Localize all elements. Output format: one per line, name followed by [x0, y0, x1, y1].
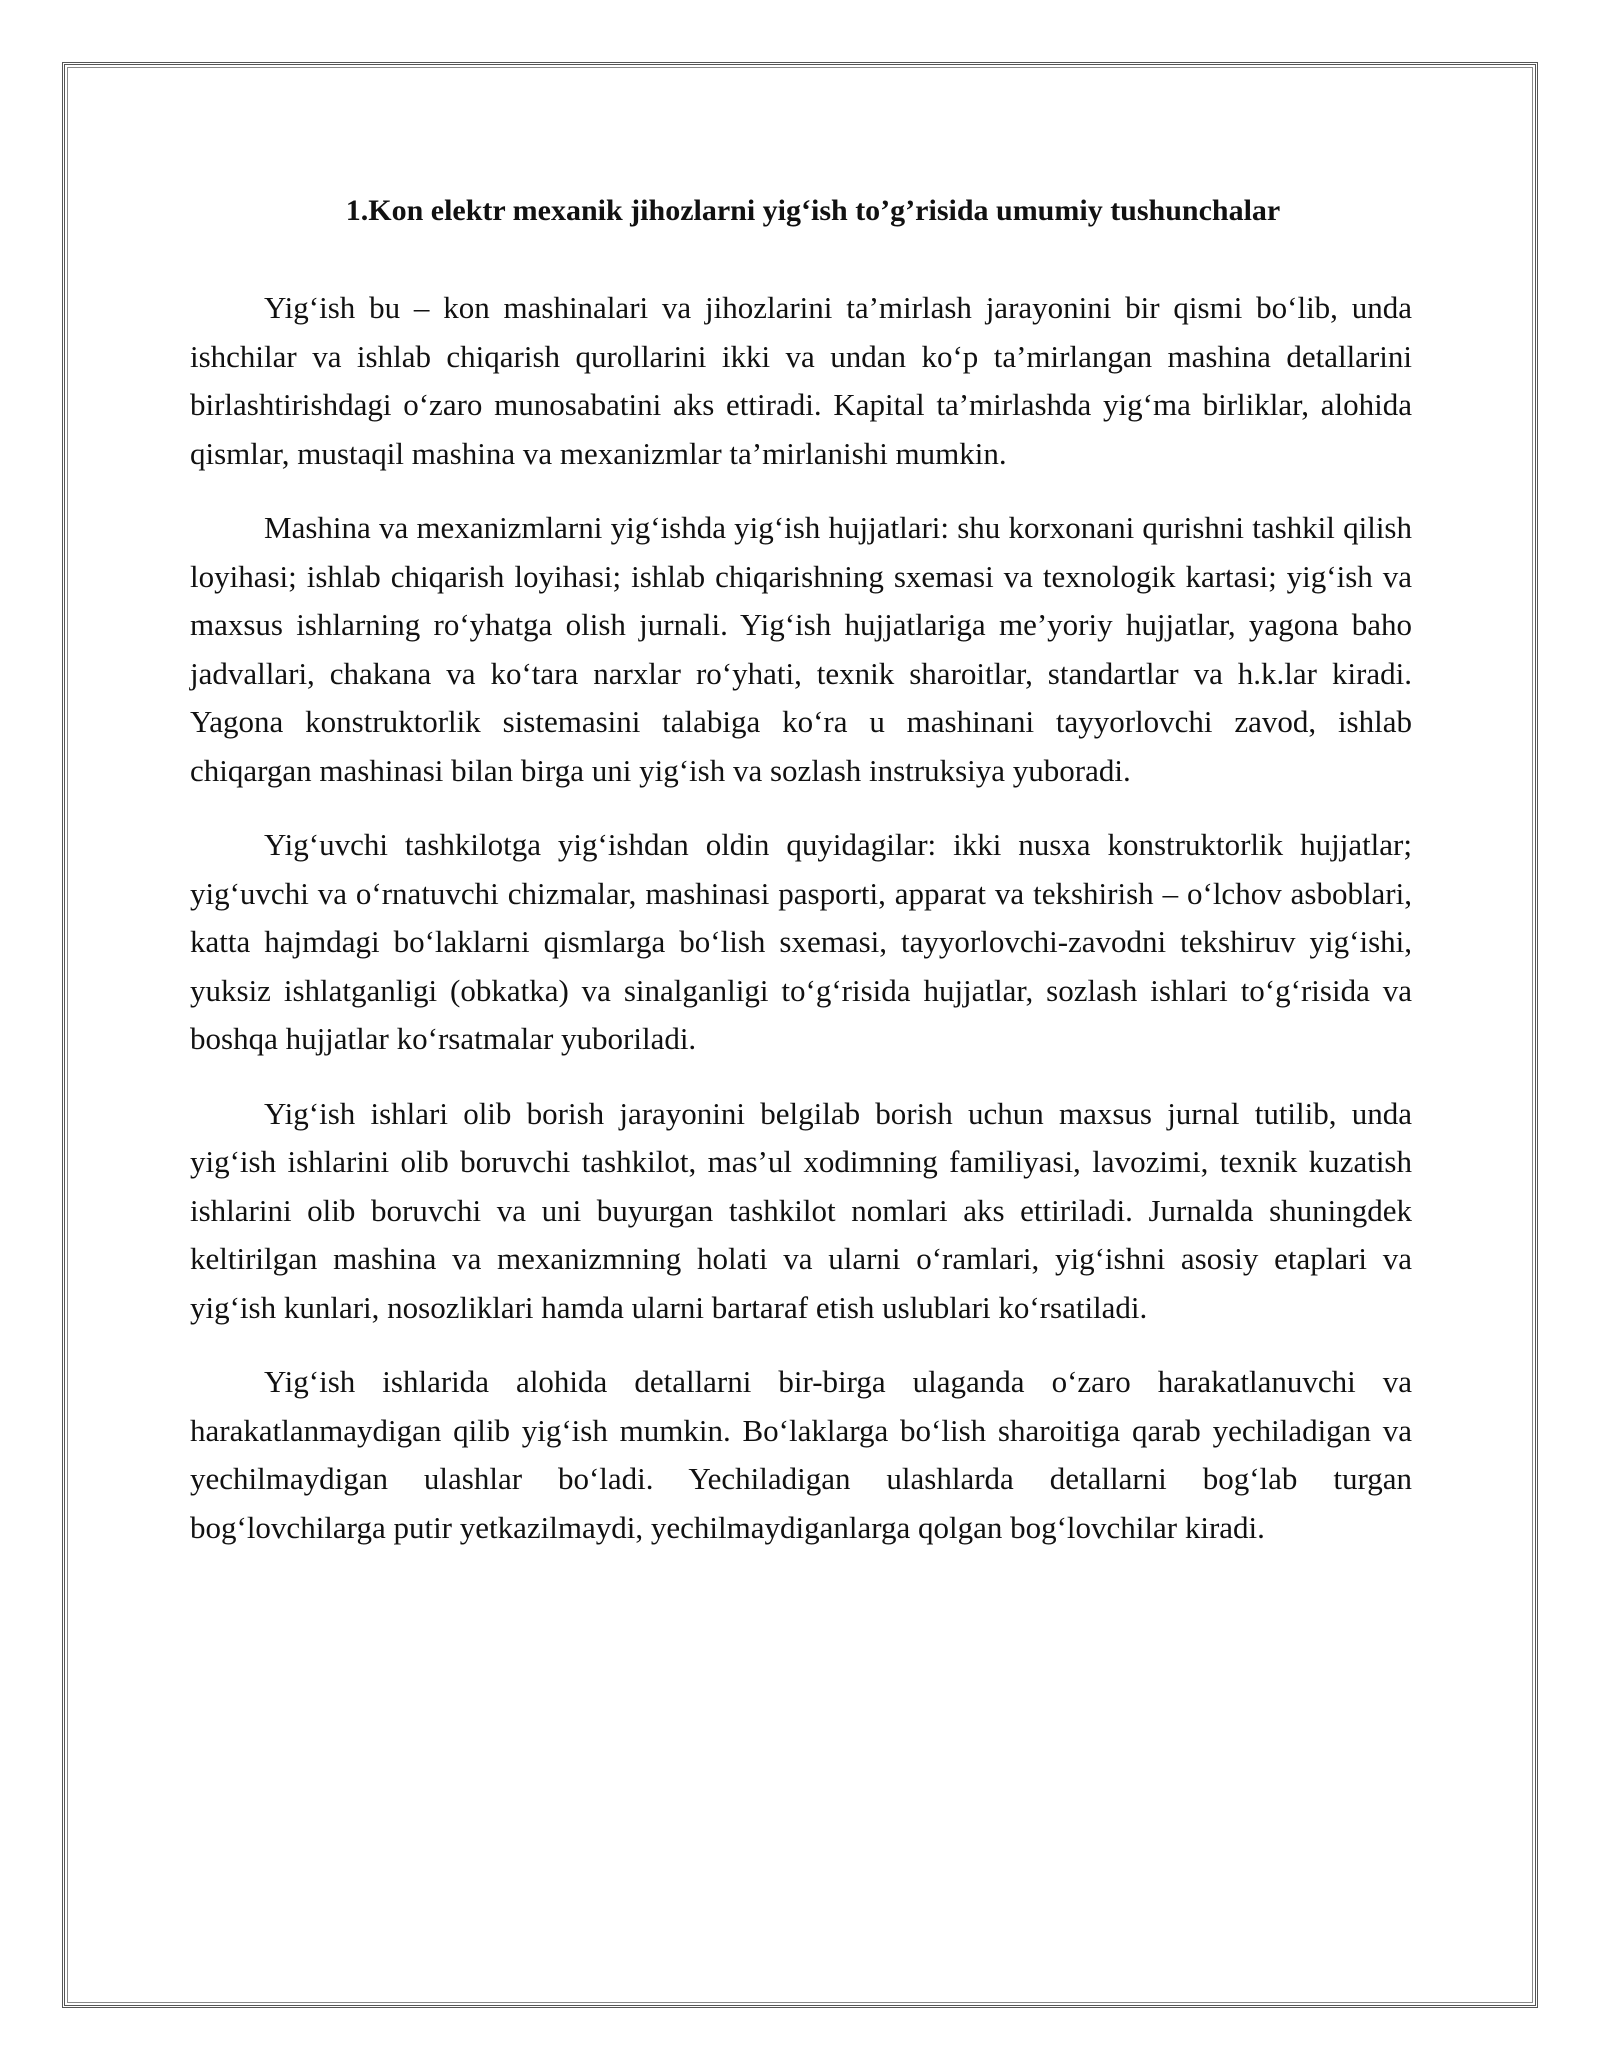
- paragraph-1: Yig‘ish bu – kon mashinalari va jihozlarini ta’mirlash jarayonini bir qismi bo‘lib, unda ishchilar va ishlab chiqarish qurollarini ikki va undan ko‘p ta’mirlangan mashina detallarini birlashtirishdagi o‘zaro munosabatini aks ettiradi. Kapital ta’mirlashda yig‘ma birliklar, alohida qismlar, mustaqil mashina va mexanizmlar ta’mirlanishi mumkin.: [190, 290, 1412, 471]
- paragraph-4: Yig‘ish ishlari olib borish jarayonini belgilab borish uchun maxsus jurnal tutilib, unda yig‘ish ishlarini olib boruvchi tashkilot, mas’ul xodimning familiyasi, lavozimi, texnik kuzatish ishlarini olib boruvchi va uni buyurgan tashkilot nomlari aks ettiriladi. Jurnalda shuningdek keltirilgan mashina va mexanizmning holati va ularni o‘ramlari, yig‘ishni asosiy etaplari va yig‘ish kunlari, nosozliklari hamda ularni bartaraf etish uslublari ko‘rsatiladi.: [190, 1095, 1412, 1325]
- paragraph-5: Yig‘ish ishlarida alohida detallarni bir-birga ulaganda o‘zaro harakatlanuvchi va harakatlanmaydigan qilib yig‘ish mumkin. Bo‘laklarga bo‘lish sharoitiga qarab yechiladigan va yechilmaydigan ulashlar bo‘ladi. Yechiladigan ulashlarda detallarni bog‘lab turgan bog‘lovchilarga putir yetkazilmaydi, yechilmaydiganlarga qolgan bog‘lovchilar kiradi.: [190, 1364, 1412, 1545]
- paragraph-2: Mashina va mexanizmlarni yig‘ishda yig‘ish hujjatlari: shu korxonani qurishni tashkil qilish loyihasi; ishlab chiqarish loyihasi; ishlab chiqarishning sxemasi va texnologik kartasi; yig‘ish va maxsus ishlarning ro‘yhatga olish jurnali. Yig‘ish hujjatlariga me’yoriy hujjatlar, yagona baho jadvallari, chakana va ko‘tara narxlar ro‘yhati, texnik sharoitlar, standartlar va h.k.lar kiradi. Yagona konstruktorlik sistemasini talabiga ko‘ra u mashinani tayyorlovchi zavod, ishlab chiqargan mashinasi bilan birga uni yig‘ish va sozlash instruksiya yuboradi.: [190, 510, 1412, 788]
- document-title: 1.Kon elektr mexanik jihozlarni yig‘ish to’g’risida umumiy tushunchalar: [345, 194, 1281, 227]
- document-body: [190, 192, 1412, 1578]
- paragraph-3: Yig‘uvchi tashkilotga yig‘ishdan oldin quyidagilar: ikki nusxa konstruktorlik hujjatlar; yig‘uvchi va o‘rnatuvchi chizmalar, mashinasi pasporti, apparat va tekshirish – o‘lchov asboblari, katta hajmdagi bo‘laklarni qismlarga bo‘lish sxemasi, tayyorlovchi-zavodni tekshiruv yig‘ishi, yuksiz ishlatganligi (obkatka) va sinalganligi to‘g‘risida hujjatlar, sozlash ishlari to‘g‘risida va boshqa hujjatlar ko‘rsatmalar yuboriladi.: [190, 827, 1412, 1056]
